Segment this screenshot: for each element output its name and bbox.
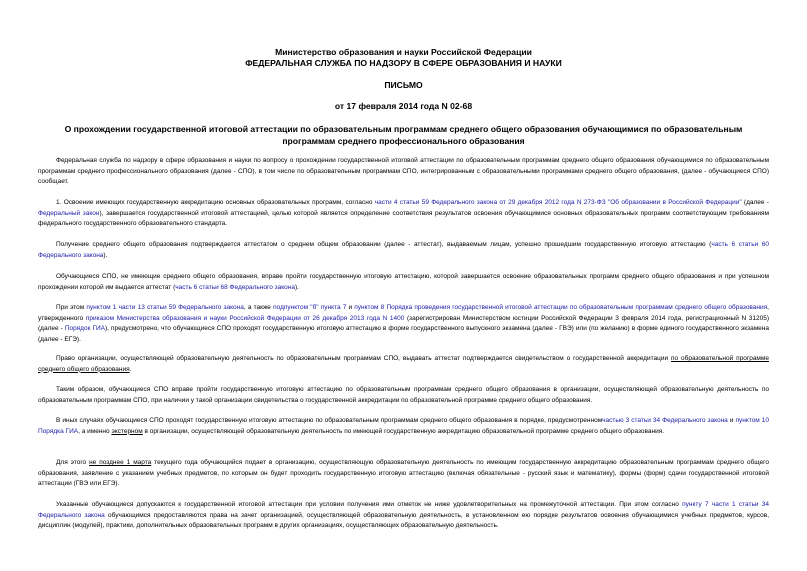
paragraph-4-text-a: Обучающиеся СПО, не имеющие среднего общего образования, вправе пройти государственную итоговую аттестацию, которой завершается освоение образовательных программ среднего общего образования и при успешном прохождении которой им выдается аттестат ( (38, 273, 769, 291)
paragraph-6-text-a: Право организации, осуществляющей образовательную деятельность по образовательным программам СПО, выдавать аттестат подтверждается свидетельством о государственной аккредитации (56, 355, 671, 362)
paragraph-6-text-b: . (129, 365, 132, 373)
part6-article60-link[interactable]: часть 6 статьи 60 Федерального закона (38, 241, 769, 259)
paragraph-10 (38, 500, 769, 532)
paragraph-10-text-b: обучающимся предоставляются права на зачет организацией, осуществляющей образовательную деятельность, в установленном ею порядке результатов освоения обучающимися учебных предметов, курсов, дисциплин (модулей), практики, дополнительных образовательных программ в других организациях, осуществляющих образовательную деятельность. (38, 511, 770, 530)
paragraph-5-text-d: , утвержденного (38, 304, 769, 322)
paragraph-10-text-a: Указанные обучающиеся допускаются к государственной итоговой аттестации при условии получения ими отметок не ниже удовлетворительных на промежуточной аттестации. При этом согласно (56, 501, 683, 508)
paragraph-6-underlined: по образовательной программе среднего общего образования (38, 355, 769, 373)
ministry-name: Министерство образования и науки Российской Федерации (275, 47, 532, 57)
paragraph-5-text-e: (зарегистрирован Министерством юстиции Российской Федерации 3 февраля 2014 года, регистрационный N 31205) (далее - (38, 314, 769, 333)
paragraph-3 (38, 240, 769, 261)
paragraph-4-text-b: ). (294, 283, 299, 291)
paragraph-3-text-a: Получение среднего общего образования подтверждается аттестатом о среднем общем образовании (далее - аттестат), выдаваемым лицам, успешно прошедшим государственную итоговую аттестацию ( (56, 241, 712, 248)
service-name: ФЕДЕРАЛЬНАЯ СЛУЖБА ПО НАДЗОРУ В СФЕРЕ ОБРАЗОВАНИЯ И НАУКИ (245, 58, 562, 68)
paragraph-2-text-c: ), завершается государственной итоговой аттестацией, целью которой является определение соответствия результатов освоения обучающимися основных образовательных программ соответствующим требованиям федерального государственного образовательного стандарта. (38, 209, 769, 228)
paragraph-2 (38, 198, 769, 230)
point8-procedure-link[interactable]: пунктом 8 Порядка проведения государственной итоговой аттестации по образовательным программам среднего общего образования (354, 304, 768, 311)
external-study-term: экстерном (111, 427, 143, 435)
law-273-link[interactable]: части 4 статьи 59 Федерального закона от 29 декабря 2012 года N 273-ФЗ "Об образовании в Российской Федерации" (374, 199, 742, 206)
document-title: О прохождении государственной итоговой аттестации по образовательным программам среднего общего образования обучающимися по образовательным программам среднего профессионального образования (64, 124, 743, 146)
gia-procedure-link[interactable]: Порядок ГИА (64, 325, 105, 333)
paragraph-1: Федеральная служба по надзору в сфере образования и науки по вопросу о прохождении государственной итоговой аттестации по образовательным программам среднего общего образования обучающимися по образовательным программам среднего профессионального образования (далее - СПО), в том числе по образовательным программам СПО, интегрированным с образовательными программами среднего общего образования, (далее - обучающиеся СПО) сообщает. (38, 157, 769, 186)
paragraph-5-text-c: и (346, 304, 355, 311)
paragraph-6 (38, 354, 769, 375)
paragraph-5-text-b: , а также (243, 304, 274, 311)
paragraph-8-text-c: , а именно (78, 427, 112, 435)
paragraph-3-text-b: ). (103, 251, 108, 259)
point7-part1-article34-link[interactable]: пункту 7 части 1 статьи 34 Федерального закона (38, 501, 769, 519)
paragraph-9 (38, 458, 769, 490)
document-type: ПИСЬМО (384, 80, 423, 90)
part6-article68-link[interactable]: часть 6 статьи 68 Федерального закона (175, 283, 295, 291)
paragraph-8-text-b: и (727, 417, 736, 424)
paragraph-2-text-a: 1. Освоение имеющих государственную аккредитацию основных образовательных программ, согласно (56, 199, 375, 206)
paragraph-9-text-a: Для этого (56, 459, 90, 466)
document-date: от 17 февраля 2014 года N 02-68 (334, 101, 473, 111)
point1-part13-link[interactable]: пунктом 1 части 13 статьи 59 Федерального закона (86, 304, 244, 311)
paragraph-8-text-a: В иных случаях обучающиеся СПО проходят государственную итоговую аттестацию по образовательным программам среднего общего образования в порядке, предусмотренном (56, 417, 603, 424)
paragraph-2-text-b: (далее - (741, 199, 769, 206)
paragraph-8 (38, 416, 769, 437)
paragraph-7: Таким образом, обучающиеся СПО вправе пройти государственную итоговую аттестацию по образовательным программам среднего общего образования в организации, осуществляющей образовательную деятельность по образовательным программам СПО, при наличии у такой организации свидетельства о государственной аккредитации по образовательной программе среднего общего образования. (38, 386, 769, 404)
paragraph-5-text-a: При этом (56, 304, 87, 311)
subpoint-b-point7-link[interactable]: подпунктом "б" пункта 7 (273, 304, 347, 311)
paragraph-5 (38, 303, 769, 345)
paragraph-8-text-d: в организации, осуществляющей образовательную деятельность по имеющей государственную аккредитацию образовательной программе среднего общего образования. (142, 427, 665, 435)
part3-article34-link[interactable]: частью 3 статьи 34 Федерального закона (602, 417, 728, 424)
order-1400-link[interactable]: приказом Министерства образования и науки Российской Федерации от 26 декабря 2013 года N 1400 (85, 314, 405, 322)
federal-law-link[interactable]: Федеральный закон (38, 209, 100, 217)
paragraph-9-text-b: текущего года обучающийся подает в организацию, осуществляющую образовательную деятельность по имеющим государственную аккредитацию образовательным программам среднего общего образования, заявление с указанием учебных предметов, по которым он будет проходить государственную итоговую аттестацию (включая обязательные - русский язык и математику), формы (форм) сдачи государственной итоговой аттестации (ГВЭ или ЕГЭ). (38, 459, 769, 488)
deadline-underlined: не позднее 1 марта (89, 459, 152, 466)
paragraph-4 (38, 272, 769, 293)
point10-gia-link[interactable]: пунктом 10 Порядка ГИА (38, 417, 769, 435)
paragraph-5-text-f: ), предусмотрено, что обучающиеся СПО проходят государственную итоговую аттестацию в форме государственного выпускного экзамена (далее - ГВЭ) или (по желанию) в форме единого государственного экзамена (далее - ЕГЭ). (38, 325, 770, 343)
